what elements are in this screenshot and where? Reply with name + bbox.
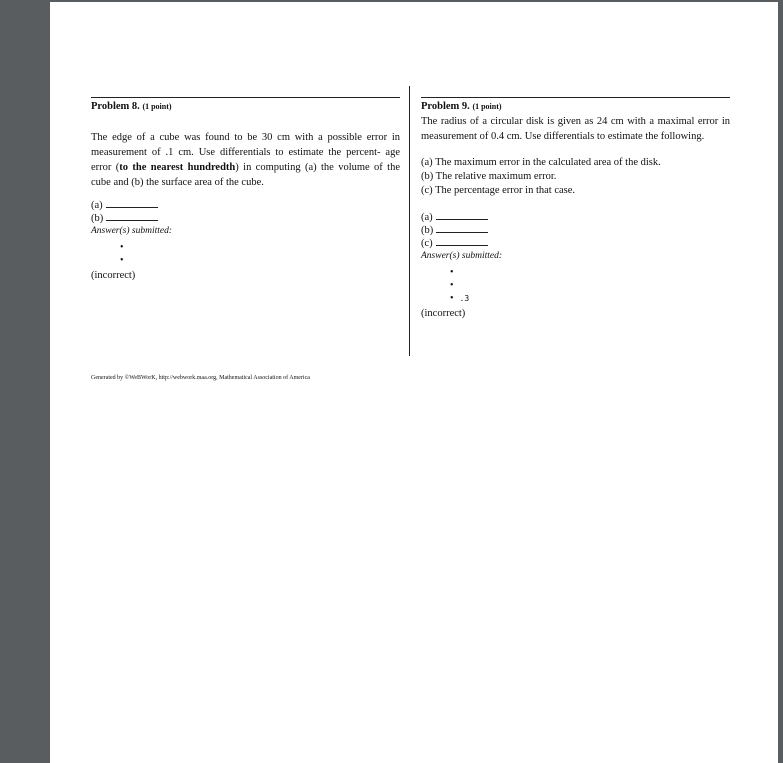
answer-label: (a) (421, 212, 433, 223)
problem-8-answers (91, 199, 400, 225)
problem-9-title-text: Problem 9. (421, 101, 470, 112)
submitted-item (120, 254, 400, 267)
answer-label: (b) (421, 225, 434, 236)
answer-label: (b) (91, 213, 104, 224)
answer-blank-b (436, 224, 488, 233)
problem-8-title-text: Problem 8. (91, 101, 140, 112)
problem-9-answer-c (421, 237, 730, 250)
answer-blank-c (436, 237, 488, 246)
problem-9-text: The radius of a circular disk is given as 24 cm with a maximal error in measurement of 0.4 cm. Use differentials to estimate the following. (421, 116, 730, 142)
problem-8-answer-a (91, 199, 400, 212)
problem-9-answers (421, 211, 730, 250)
problem-9-submitted-label: Answer(s) submitted: (421, 251, 503, 261)
submitted-item (450, 266, 730, 279)
problem-8-submitted-list (91, 241, 400, 267)
problem-9-part-a: (a) The maximum error in the calculated area of the disk. (421, 157, 661, 168)
problem-9-points: (1 point) (472, 102, 502, 111)
answer-label: (a) (91, 200, 103, 211)
problem-8-title (91, 101, 400, 112)
problem-9-answer-b (421, 224, 730, 237)
problem-9 (421, 97, 730, 319)
problem-9-part-b: (b) The relative maximum error. (421, 171, 557, 182)
problem-9-rule (421, 97, 730, 98)
problem-8 (91, 97, 400, 281)
answer-blank-b (106, 212, 158, 221)
answer-blank-a (106, 199, 158, 208)
problem-8-text-after: ) in computing (a) the volume of the cube and (b) the surface area of the cube. (91, 162, 401, 188)
problem-9-parts (421, 156, 730, 198)
submitted-item: • .3 (450, 292, 730, 305)
column-divider (409, 86, 410, 356)
submitted-item (450, 279, 730, 292)
problem-8-answer-b (91, 212, 400, 225)
problem-9-submitted-list (421, 266, 730, 305)
submitted-item (120, 241, 400, 254)
problem-8-text-before: The edge of a cube was found to be 30 cm with a possible error in measurement of .1 cm. Use differentials to estimate the percent- age error ( (91, 132, 400, 173)
problem-9-status: (incorrect) (421, 308, 466, 319)
problem-9-part-c: (c) The percentage error in that case. (421, 185, 576, 196)
problem-9-title (421, 101, 730, 112)
problem-8-submitted-label: Answer(s) submitted: (91, 226, 173, 236)
answer-blank-a (436, 211, 488, 220)
answer-label: (c) (421, 238, 433, 249)
footer-credit: Generated by ©WeBWorK, http://webwork.maa.org, Mathematical Association of America (91, 375, 310, 381)
document-page (50, 2, 778, 763)
problem-9-answer-a (421, 211, 730, 224)
problem-8-rule (91, 97, 400, 98)
problem-8-text (91, 130, 400, 190)
problem-8-status: (incorrect) (91, 270, 136, 281)
problem-8-points: (1 point) (142, 102, 172, 111)
problem-8-text-bold: to the nearest hundredth (119, 162, 236, 173)
